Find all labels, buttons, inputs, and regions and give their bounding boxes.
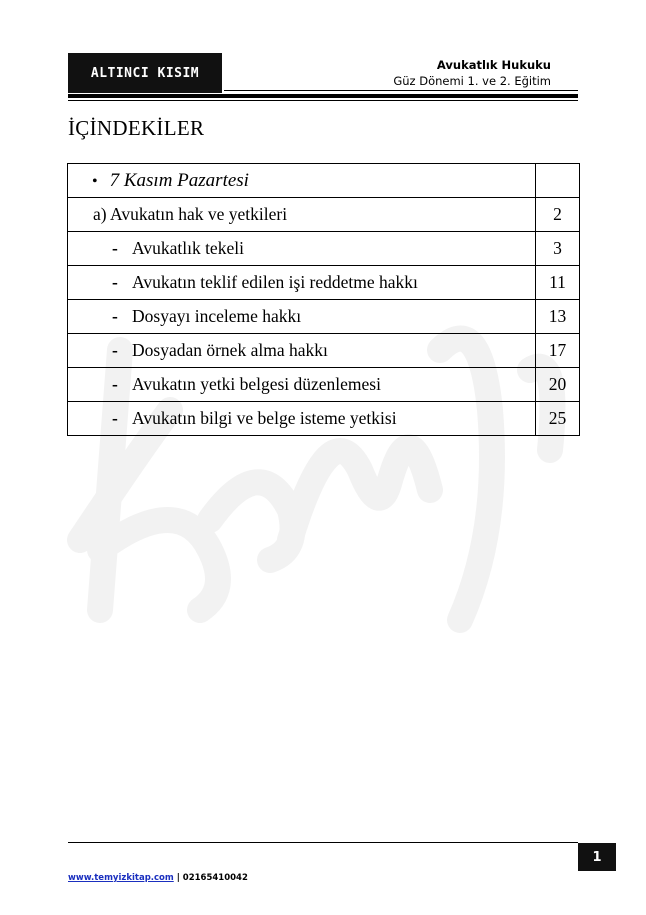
course-title: Avukatlık Hukuku <box>436 58 551 72</box>
toc-section-label: 7 Kasım Pazartesi <box>109 169 249 191</box>
section-label: ALTINCI KISIM <box>68 53 222 93</box>
toc-item-label: Dosyayı inceleme hakkı <box>132 306 302 326</box>
dash-icon: - <box>112 408 118 428</box>
phone-number: 02165410042 <box>182 873 248 883</box>
website-link[interactable]: www.temyizkitap.com <box>68 873 174 883</box>
toc-item-page: 17 <box>536 334 580 368</box>
term-label: Güz Dönemi 1. ve 2. Eğitim <box>393 74 551 88</box>
bullet-icon: • <box>92 172 98 190</box>
footer-separator: | <box>176 873 180 883</box>
toc-item-row <box>68 402 580 436</box>
toc-section-page <box>536 164 580 198</box>
toc-item-label: Avukatlık tekeli <box>132 238 244 258</box>
header-rule-upper <box>224 90 578 91</box>
toc-item-page: 13 <box>536 300 580 334</box>
dash-icon: - <box>112 306 118 326</box>
dash-icon: - <box>112 340 118 360</box>
toc-item-label: Avukatın yetki belgesi düzenlemesi <box>132 374 381 394</box>
toc-subsection-row <box>68 198 580 232</box>
toc-item-label: Dosyadan örnek alma hakkı <box>132 340 328 360</box>
toc-item-row <box>68 232 580 266</box>
toc-section-row <box>68 164 580 198</box>
toc-item-row <box>68 266 580 300</box>
toc-item-row <box>68 368 580 402</box>
header-info <box>393 57 551 89</box>
toc-item-page: 25 <box>536 402 580 436</box>
page-title: İÇİNDEKİLER <box>68 116 205 140</box>
toc-section-cell <box>68 164 536 198</box>
toc-subsection-page: 2 <box>536 198 580 232</box>
page-number: 1 <box>578 843 616 871</box>
toc-item-label: Avukatın bilgi ve belge isteme yetkisi <box>132 408 397 428</box>
toc-table <box>67 163 580 436</box>
toc-item-page: 3 <box>536 232 580 266</box>
footer-rule <box>68 842 578 843</box>
toc-item-page: 20 <box>536 368 580 402</box>
toc-item-row <box>68 334 580 368</box>
header-rule-thin <box>68 100 578 101</box>
header-rule-thick <box>68 94 578 98</box>
dash-icon: - <box>112 238 118 258</box>
dash-icon: - <box>112 374 118 394</box>
toc-subsection-label: a) Avukatın hak ve yetkileri <box>68 198 536 232</box>
dash-icon: - <box>112 272 118 292</box>
footer <box>68 873 248 883</box>
toc-item-row <box>68 300 580 334</box>
toc-item-page: 11 <box>536 266 580 300</box>
toc-item-label: Avukatın teklif edilen işi reddetme hakkı <box>132 272 418 292</box>
